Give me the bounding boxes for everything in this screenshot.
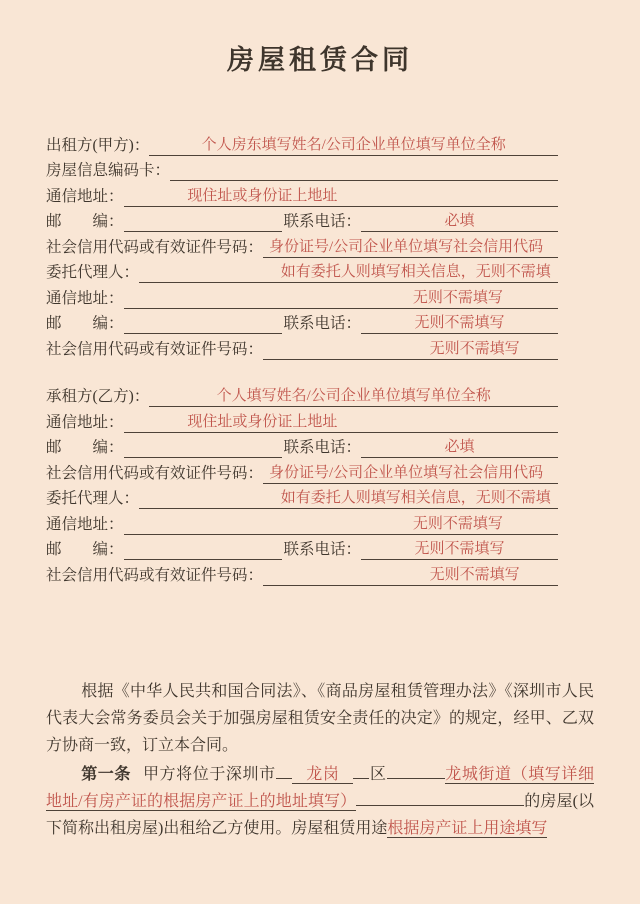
field-label: 邮 编： [46,213,124,230]
field-label: 联系电话： [283,213,362,230]
field-label: 通信地址： [46,187,124,205]
fill-in-hint: 如有委托人则填写相关信息，无则不需填 [280,264,551,280]
form-row-postcode-phone [46,433,558,459]
fill-in-line[interactable] [263,338,558,360]
blank-line-segment[interactable] [276,761,292,779]
field-label: 社会信用代码或有效证件号码： [46,238,264,256]
fill-in-line[interactable] [124,312,282,334]
fill-in-line[interactable] [139,487,558,509]
fill-in-hint: 无则不需填写 [429,566,520,583]
fill-in-line[interactable] [361,312,558,334]
clause-one-paragraph [46,761,594,842]
fill-in-hint: 无则不需填写 [412,289,503,306]
fill-in-line[interactable] [263,236,558,258]
district-fill-in[interactable]: 龙岗 [292,766,354,784]
fill-in-line[interactable] [361,210,558,232]
form-row-postcode-phone [46,207,558,233]
field-label: 通信地址： [46,413,124,431]
fill-in-hint: 必填 [444,213,475,229]
field-label: 联系电话： [283,315,362,332]
fill-in-hint: 必填 [444,439,475,455]
form-row-agent-address [46,283,558,309]
fill-in-line[interactable] [124,436,282,458]
clause-text: 区 [369,765,387,783]
field-label: 社会信用代码或有效证件号码： [46,464,264,482]
field-label: 承租方(乙方)： [46,388,150,405]
fill-in-hint: 个人填写姓名/公司企业单位填写单位全称 [216,388,491,404]
field-label: 联系电话： [283,541,362,558]
fill-in-line[interactable] [139,261,558,283]
fill-in-line[interactable] [149,134,558,156]
preamble-paragraph [46,678,594,759]
form-row-lessee-name [46,382,558,408]
fill-in-line[interactable] [170,159,558,181]
contract-body [46,678,594,842]
fill-in-line[interactable] [124,411,558,433]
fill-in-line[interactable] [263,462,558,484]
fill-in-hint: 无则不需填写 [414,315,505,331]
form-row-address [46,407,558,433]
fill-in-line[interactable] [149,385,558,407]
party-a-block [46,130,558,360]
fill-in-hint: 身份证号/公司企业单位填写社会信用代码 [268,464,544,481]
blank-line-segment[interactable] [356,788,524,806]
field-label: 出租方(甲方)： [46,136,150,154]
field-label: 邮 编： [46,315,124,332]
form-row-agent-credit-code [46,334,558,360]
field-label: 房屋信息编码卡： [46,162,171,179]
blank-line-segment[interactable] [353,761,369,779]
fill-in-hint: 个人房东填写姓名/公司企业单位填写单位全称 [201,136,506,153]
fill-in-line[interactable] [124,513,558,535]
field-label: 通信地址： [46,289,124,307]
party-b-block [46,382,558,586]
clause-number: 第一条 [81,765,131,783]
fill-in-hint: 如有委托人则填写相关信息，无则不需填 [280,490,551,506]
form-row-agent-credit-code [46,560,558,586]
form-row-agent-postcode-phone [46,535,558,561]
field-label: 委托代理人： [46,264,140,281]
field-label: 社会信用代码或有效证件号码： [46,566,264,584]
contract-title: 房屋租赁合同 [227,45,413,75]
field-label: 邮 编： [46,439,124,456]
field-label: 邮 编： [46,541,124,558]
street-fill-in[interactable]: 龙城街道（填写详细地址/有房产证的根据房产证上的地址填写） [46,765,594,810]
clause-text: 的房屋(以下简称出租房屋)出租给乙方使用。房屋租赁用途 [46,792,594,837]
usage-fill-in[interactable]: 根据房产证上用途填写 [387,819,548,837]
blank-line-segment[interactable] [387,761,445,779]
form-row-credit-code [46,232,558,258]
form-row-agent-postcode-phone [46,309,558,335]
fill-in-line[interactable] [124,287,558,309]
field-label: 社会信用代码或有效证件号码： [46,340,264,358]
field-label: 委托代理人： [46,490,140,507]
fill-in-hint: 无则不需填写 [412,515,503,532]
fill-in-line[interactable] [361,538,558,560]
field-label: 联系电话： [283,439,362,456]
form-row-lessor-name [46,130,558,156]
fill-in-line[interactable] [263,564,558,586]
fill-in-hint: 现住址或身份证上地址 [187,187,338,204]
field-label: 通信地址： [46,515,124,533]
form-row-agent [46,258,558,284]
fill-in-line[interactable] [124,538,282,560]
fill-in-hint: 无则不需填写 [414,541,505,557]
form-row-agent [46,484,558,510]
fill-in-hint: 无则不需填写 [429,340,520,357]
form-row-credit-code [46,458,558,484]
fill-in-line[interactable] [124,210,282,232]
fill-in-line[interactable] [124,185,558,207]
form-row-address [46,181,558,207]
form-row-house-info-card [46,156,558,182]
preamble-text: 根据《中华人民共和国合同法》、《商品房屋租赁管理办法》《深圳市人民代表大会常务委员会关于加强房屋租赁安全责任的决定》的规定，经甲、乙双方协商一致，订立本合同。 [46,682,594,754]
fill-in-hint: 现住址或身份证上地址 [187,413,338,430]
clause-text: 甲方将位于深圳市 [142,765,276,783]
form-row-agent-address [46,509,558,535]
fill-in-hint: 身份证号/公司企业单位填写社会信用代码 [268,238,544,255]
fill-in-line[interactable] [361,436,558,458]
